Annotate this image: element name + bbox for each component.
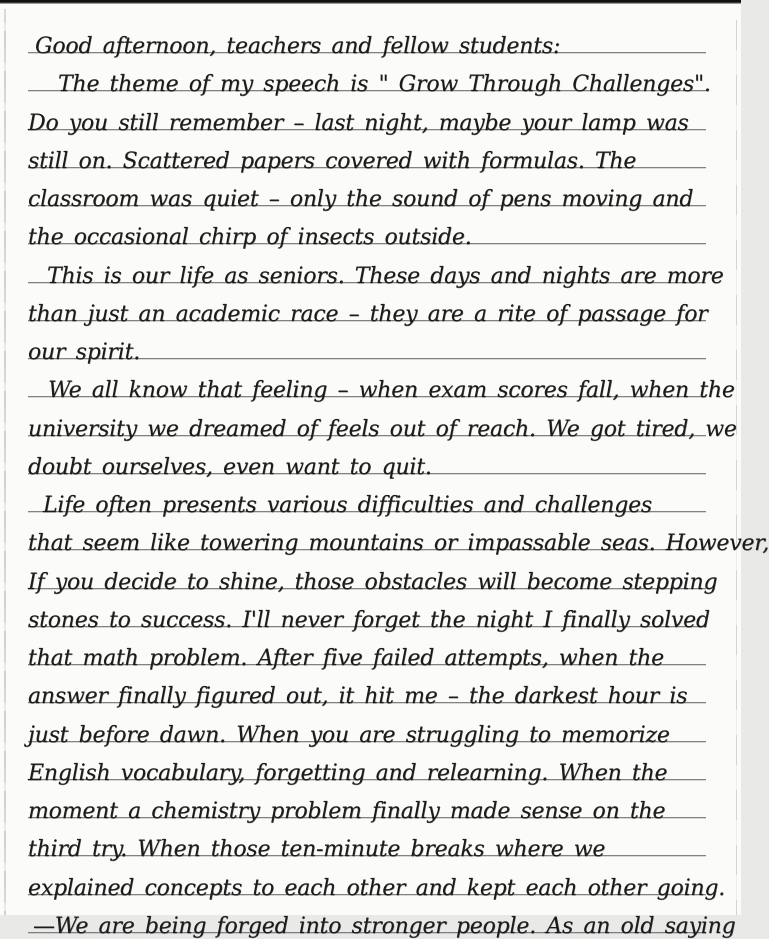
handwritten-text: Life often presents various difficulties and challenges [43,493,652,518]
handwritten-line [28,818,706,863]
handwritten-line [28,244,724,289]
handwritten-text: our spirit. [28,340,141,365]
handwritten-line [28,780,706,824]
handwritten-line [28,168,706,212]
handwritten-text: just before dawn. When you are struggling to memorize [28,722,670,748]
handwritten-line [28,91,706,136]
handwritten-line [28,895,736,939]
paper-edge-left [4,9,6,915]
handwritten-text: the occasional chirp of insects outside. [28,225,472,251]
handwritten-text: The theme of my speech is " Grow Through Challenges". [58,72,711,98]
handwritten-line [28,283,708,327]
paper-edge-right [736,20,737,915]
handwritten-line [28,665,706,710]
handwritten-text: answer finally figured out, it hit me – the darkest hour is [28,684,688,710]
handwritten-line [28,206,706,251]
handwritten-text: We all know that feeling – when exam scores fall, when the [48,378,735,404]
handwritten-line [28,589,710,633]
handwritten-text: than just an academic race – they are a rite of passage for [28,301,708,327]
handwritten-line [28,627,706,671]
handwritten-line [28,703,706,748]
handwritten-line [28,321,706,365]
handwritten-text: If you decide to shine, those obstacles will become stepping [28,569,718,595]
handwritten-text: third try. When those ten-minute breaks where we [28,837,606,863]
handwritten-text: university we dreamed of feels out of reach. We got tired, we [28,416,737,442]
handwritten-text: still on. Scattered papers covered with formulas. The [28,148,637,174]
handwritten-line [28,474,706,518]
handwritten-text: stones to success. I'll never forget the night I finally solved [28,607,710,633]
handwritten-text: Do you still remember – last night, maybe your lamp was [28,110,689,136]
handwritten-text: that seem like towering mountains or impassable seas. However, [28,531,769,557]
handwritten-line [28,359,735,404]
handwritten-text: that math problem. After five failed attempts, when the [28,646,664,671]
handwritten-text: moment a chemistry problem finally made sense on the [28,799,666,824]
handwritten-line [28,856,726,901]
handwritten-line [28,436,706,480]
handwritten-line [28,397,737,442]
handwritten-line [28,742,706,786]
handwritten-text: —We are being forged into stronger people. As an old saying [33,913,736,939]
scan-top-edge [0,0,741,4]
ruled-lines-container [28,15,769,939]
handwritten-text: This is our life as seniors. These days and nights are more [47,263,724,289]
handwritten-line [28,550,718,595]
handwritten-line [28,130,706,174]
handwritten-line [28,512,769,557]
handwritten-text: classroom was quiet – only the sound of pens moving and [28,187,694,212]
handwritten-line [28,15,706,59]
handwritten-text: explained concepts to each other and kept each other going. [28,875,726,901]
handwritten-text: doubt ourselves, even want to quit. [28,454,432,480]
handwritten-line [28,53,711,98]
handwritten-text: Good afternoon, teachers and fellow students: [35,34,561,59]
handwritten-text: English vocabulary, forgetting and relearning. When the [28,760,668,786]
